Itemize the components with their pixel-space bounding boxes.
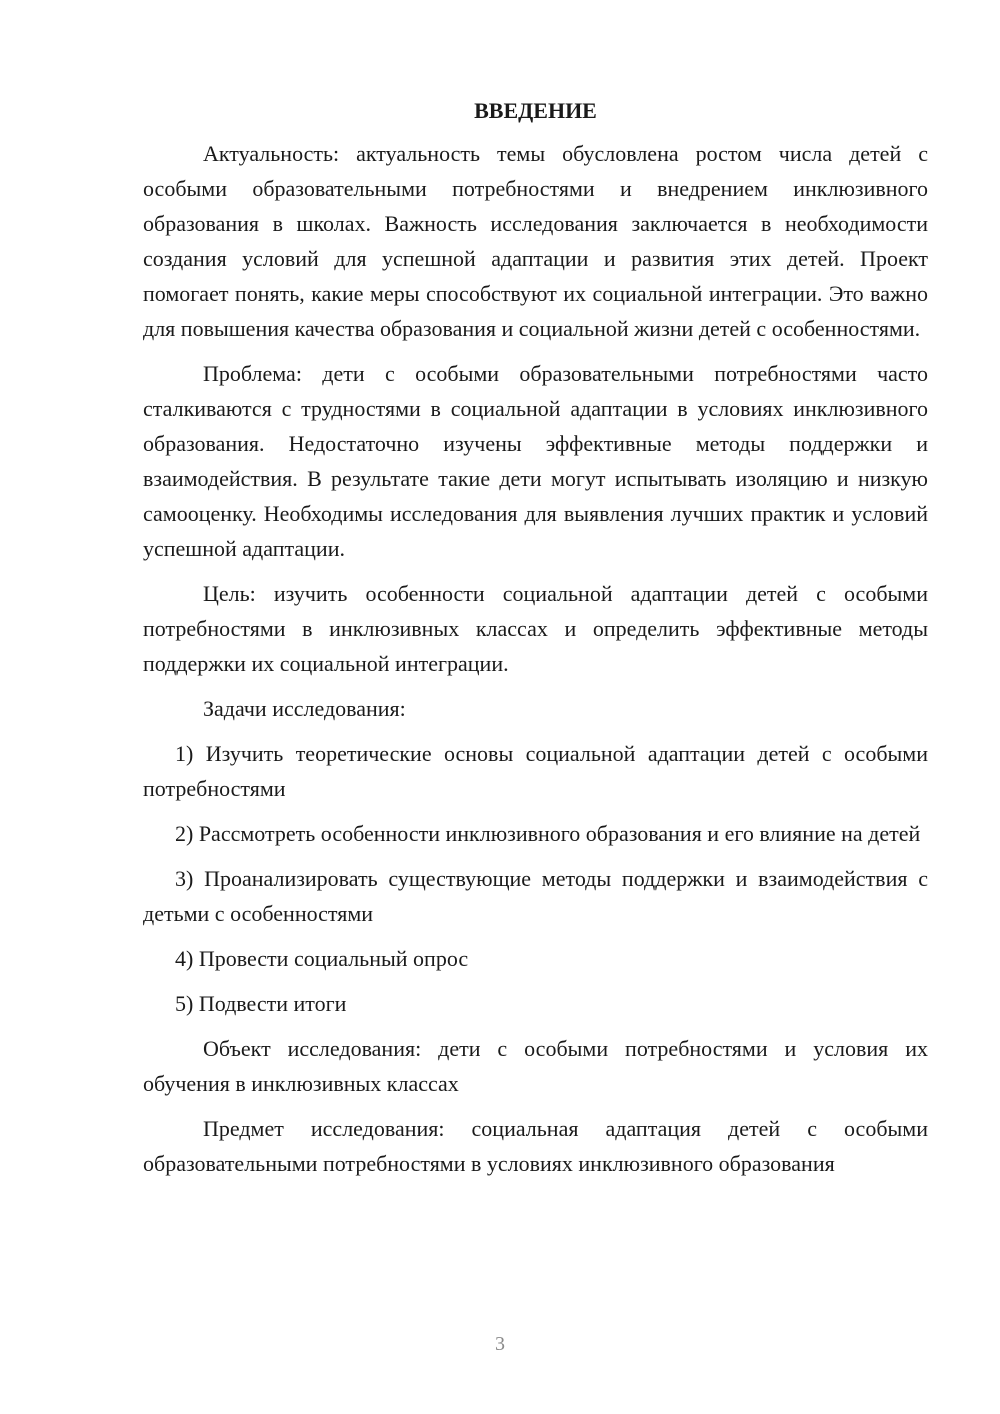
task-item-1: 1) Изучить теоретические основы социальной адаптации детей с особыми потребностями	[143, 741, 928, 801]
relevance-paragraph: Актуальность: актуальность темы обусловлена ростом числа детей с особыми образовательными потребностями и внедрением инклюзивного образования в школах. Важность исследования заключается в необходимости создания условий для успешной адаптации и развития этих детей. Проект помогает понять, какие меры способствуют их социальной интеграции. Это важно для повышения качества образования и социальной жизни детей с особенностями.	[143, 141, 928, 341]
problem-paragraph: Проблема: дети с особыми образовательными потребностями часто сталкиваются с трудностями в социальной адаптации в условиях инклюзивного образования. Недостаточно изучены эффективные методы поддержки и взаимодействия. В результате такие дети могут испытывать изоляцию и низкую самооценку. Необходимы исследования для выявления лучших практик и условий успешной адаптации.	[143, 361, 928, 561]
goal-paragraph: Цель: изучить особенности социальной адаптации детей с особыми потребностями в инклюзивных классах и определить эффективные методы поддержки их социальной интеграции.	[143, 581, 928, 676]
document-page	[143, 96, 928, 1191]
page-number: 3	[495, 1333, 505, 1355]
task-item-4: 4) Провести социальный опрос	[175, 946, 469, 971]
task-item-2: 2) Рассмотреть особенности инклюзивного образования и его влияние на детей	[175, 821, 921, 846]
tasks-heading: Задачи исследования:	[203, 696, 406, 721]
subject-paragraph: Предмет исследования: социальная адаптация детей с особыми образовательными потребностями в условиях инклюзивного образования	[143, 1116, 928, 1176]
object-paragraph: Объект исследования: дети с особыми потребностями и условия их обучения в инклюзивных классах	[143, 1036, 928, 1096]
task-item-5: 5) Подвести итоги	[175, 991, 347, 1016]
task-item-3: 3) Проанализировать существующие методы поддержки и взаимодействия с детьми с особенностями	[143, 866, 928, 926]
page-title: ВВЕДЕНИЕ	[474, 98, 597, 123]
